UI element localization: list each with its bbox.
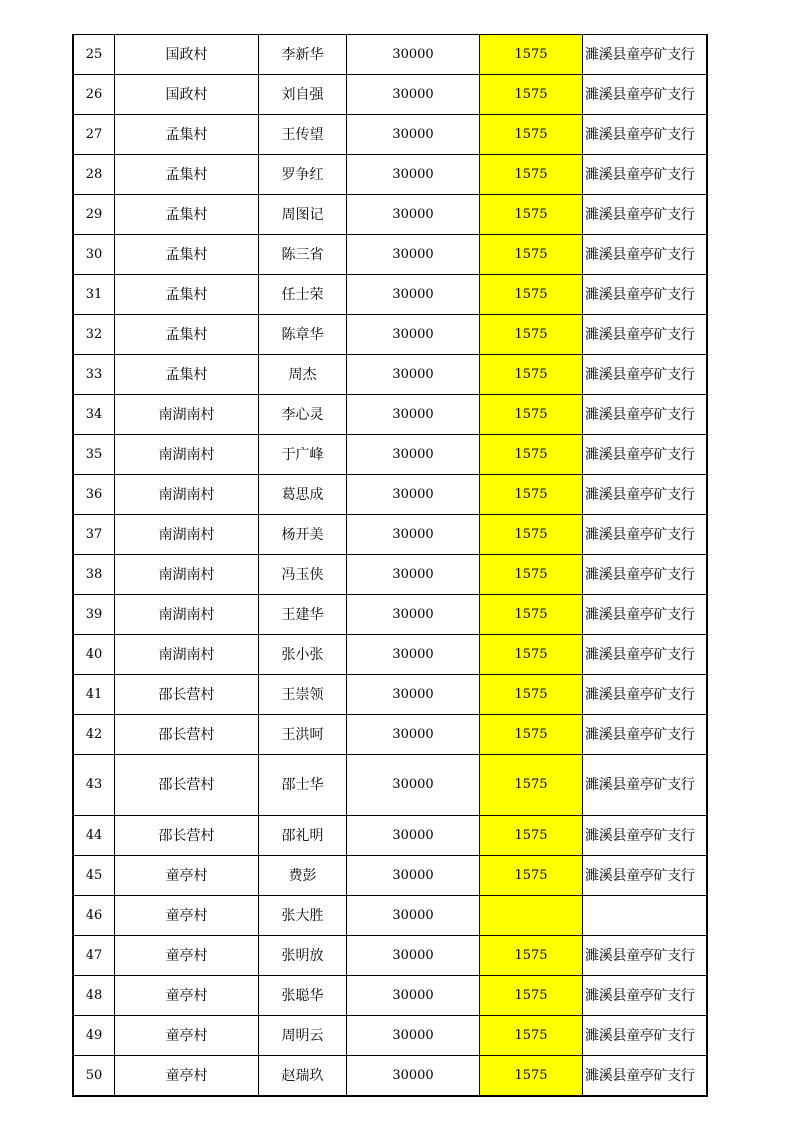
bank-cell: 濉溪县童亭矿支行 — [583, 976, 708, 1016]
village-cell: 童亭村 — [115, 856, 259, 896]
amount-cell: 30000 — [347, 675, 480, 715]
amount-cell: 30000 — [347, 856, 480, 896]
village-cell: 童亭村 — [115, 976, 259, 1016]
interest-cell: 1575 — [480, 435, 583, 475]
amount-cell: 30000 — [347, 1056, 480, 1097]
amount-cell: 30000 — [347, 435, 480, 475]
village-cell: 南湖南村 — [115, 635, 259, 675]
amount-cell: 30000 — [347, 395, 480, 435]
village-cell: 童亭村 — [115, 1016, 259, 1056]
row-number: 30 — [73, 235, 115, 275]
bank-cell: 濉溪县童亭矿支行 — [583, 435, 708, 475]
bank-cell: 濉溪县童亭矿支行 — [583, 1056, 708, 1097]
interest-cell: 1575 — [480, 555, 583, 595]
interest-cell: 1575 — [480, 75, 583, 115]
village-cell: 邵长营村 — [115, 816, 259, 856]
bank-cell: 濉溪县童亭矿支行 — [583, 195, 708, 235]
bank-cell: 濉溪县童亭矿支行 — [583, 275, 708, 315]
row-number: 34 — [73, 395, 115, 435]
interest-cell: 1575 — [480, 715, 583, 755]
interest-cell: 1575 — [480, 475, 583, 515]
village-cell: 南湖南村 — [115, 555, 259, 595]
table-row — [73, 315, 707, 355]
name-cell: 张小张 — [259, 635, 347, 675]
interest-cell: 1575 — [480, 395, 583, 435]
row-number: 26 — [73, 75, 115, 115]
name-cell: 陈章华 — [259, 315, 347, 355]
loan-table — [72, 34, 708, 1097]
village-cell: 孟集村 — [115, 275, 259, 315]
table-row — [73, 355, 707, 395]
table-row — [73, 395, 707, 435]
amount-cell: 30000 — [347, 475, 480, 515]
name-cell: 李心灵 — [259, 395, 347, 435]
interest-cell: 1575 — [480, 515, 583, 555]
row-number: 49 — [73, 1016, 115, 1056]
table-row — [73, 715, 707, 755]
table-row — [73, 195, 707, 235]
bank-cell — [583, 896, 708, 936]
interest-cell: 1575 — [480, 235, 583, 275]
name-cell: 冯玉侠 — [259, 555, 347, 595]
bank-cell: 濉溪县童亭矿支行 — [583, 355, 708, 395]
row-number: 38 — [73, 555, 115, 595]
amount-cell: 30000 — [347, 115, 480, 155]
bank-cell: 濉溪县童亭矿支行 — [583, 936, 708, 976]
bank-cell: 濉溪县童亭矿支行 — [583, 315, 708, 355]
amount-cell: 30000 — [347, 896, 480, 936]
name-cell: 任士荣 — [259, 275, 347, 315]
table-row — [73, 896, 707, 936]
bank-cell: 濉溪县童亭矿支行 — [583, 555, 708, 595]
table-row — [73, 155, 707, 195]
name-cell: 王洪呵 — [259, 715, 347, 755]
interest-cell: 1575 — [480, 1056, 583, 1097]
table-row — [73, 75, 707, 115]
row-number: 31 — [73, 275, 115, 315]
amount-cell: 30000 — [347, 515, 480, 555]
village-cell: 孟集村 — [115, 155, 259, 195]
village-cell: 童亭村 — [115, 936, 259, 976]
bank-cell: 濉溪县童亭矿支行 — [583, 115, 708, 155]
amount-cell: 30000 — [347, 315, 480, 355]
bank-cell: 濉溪县童亭矿支行 — [583, 35, 708, 75]
amount-cell: 30000 — [347, 595, 480, 635]
village-cell: 南湖南村 — [115, 395, 259, 435]
village-cell: 邵长营村 — [115, 755, 259, 816]
bank-cell: 濉溪县童亭矿支行 — [583, 1016, 708, 1056]
row-number: 27 — [73, 115, 115, 155]
amount-cell: 30000 — [347, 195, 480, 235]
row-number: 44 — [73, 816, 115, 856]
table-row — [73, 275, 707, 315]
interest-cell: 1575 — [480, 1016, 583, 1056]
table-row — [73, 435, 707, 475]
row-number: 50 — [73, 1056, 115, 1097]
table-row — [73, 1016, 707, 1056]
row-number: 36 — [73, 475, 115, 515]
row-number: 43 — [73, 755, 115, 816]
amount-cell: 30000 — [347, 555, 480, 595]
interest-cell: 1575 — [480, 315, 583, 355]
name-cell: 周明云 — [259, 1016, 347, 1056]
village-cell: 童亭村 — [115, 896, 259, 936]
bank-cell: 濉溪县童亭矿支行 — [583, 155, 708, 195]
interest-cell: 1575 — [480, 155, 583, 195]
bank-cell: 濉溪县童亭矿支行 — [583, 856, 708, 896]
row-number: 42 — [73, 715, 115, 755]
name-cell: 王崇领 — [259, 675, 347, 715]
table-row — [73, 515, 707, 555]
name-cell: 王传望 — [259, 115, 347, 155]
name-cell: 张明放 — [259, 936, 347, 976]
bank-cell: 濉溪县童亭矿支行 — [583, 235, 708, 275]
amount-cell: 30000 — [347, 635, 480, 675]
row-number: 37 — [73, 515, 115, 555]
village-cell: 孟集村 — [115, 235, 259, 275]
village-cell: 孟集村 — [115, 315, 259, 355]
interest-cell: 1575 — [480, 755, 583, 816]
bank-cell: 濉溪县童亭矿支行 — [583, 515, 708, 555]
name-cell: 王建华 — [259, 595, 347, 635]
table-row — [73, 475, 707, 515]
table-row — [73, 115, 707, 155]
amount-cell: 30000 — [347, 35, 480, 75]
table-row — [73, 755, 707, 816]
interest-cell: 1575 — [480, 595, 583, 635]
village-cell: 孟集村 — [115, 115, 259, 155]
amount-cell: 30000 — [347, 755, 480, 816]
table-row — [73, 235, 707, 275]
name-cell: 葛思成 — [259, 475, 347, 515]
amount-cell: 30000 — [347, 75, 480, 115]
village-cell: 孟集村 — [115, 195, 259, 235]
row-number: 35 — [73, 435, 115, 475]
interest-cell: 1575 — [480, 35, 583, 75]
interest-cell: 1575 — [480, 976, 583, 1016]
village-cell: 国政村 — [115, 75, 259, 115]
bank-cell: 濉溪县童亭矿支行 — [583, 816, 708, 856]
name-cell: 陈三省 — [259, 235, 347, 275]
amount-cell: 30000 — [347, 1016, 480, 1056]
village-cell: 童亭村 — [115, 1056, 259, 1097]
table-row — [73, 675, 707, 715]
bank-cell: 濉溪县童亭矿支行 — [583, 475, 708, 515]
village-cell: 南湖南村 — [115, 515, 259, 555]
row-number: 25 — [73, 35, 115, 75]
bank-cell: 濉溪县童亭矿支行 — [583, 675, 708, 715]
row-number: 41 — [73, 675, 115, 715]
name-cell: 周图记 — [259, 195, 347, 235]
row-number: 39 — [73, 595, 115, 635]
village-cell: 国政村 — [115, 35, 259, 75]
row-number: 29 — [73, 195, 115, 235]
bank-cell: 濉溪县童亭矿支行 — [583, 595, 708, 635]
village-cell: 南湖南村 — [115, 595, 259, 635]
amount-cell: 30000 — [347, 155, 480, 195]
table-row — [73, 635, 707, 675]
table-row — [73, 595, 707, 635]
name-cell: 于广峰 — [259, 435, 347, 475]
table-row — [73, 1056, 707, 1097]
name-cell: 李新华 — [259, 35, 347, 75]
row-number: 47 — [73, 936, 115, 976]
amount-cell: 30000 — [347, 235, 480, 275]
interest-cell: 1575 — [480, 355, 583, 395]
row-number: 45 — [73, 856, 115, 896]
interest-cell: 1575 — [480, 195, 583, 235]
interest-cell: 1575 — [480, 275, 583, 315]
amount-cell: 30000 — [347, 936, 480, 976]
name-cell: 邵礼明 — [259, 816, 347, 856]
amount-cell: 30000 — [347, 976, 480, 1016]
table-row — [73, 816, 707, 856]
bank-cell: 濉溪县童亭矿支行 — [583, 755, 708, 816]
interest-cell: 1575 — [480, 675, 583, 715]
name-cell: 张大胜 — [259, 896, 347, 936]
table-row — [73, 555, 707, 595]
village-cell: 南湖南村 — [115, 435, 259, 475]
name-cell: 张聪华 — [259, 976, 347, 1016]
row-number: 40 — [73, 635, 115, 675]
amount-cell: 30000 — [347, 715, 480, 755]
bank-cell: 濉溪县童亭矿支行 — [583, 635, 708, 675]
interest-cell: 1575 — [480, 635, 583, 675]
name-cell: 周杰 — [259, 355, 347, 395]
name-cell: 刘自强 — [259, 75, 347, 115]
village-cell: 孟集村 — [115, 355, 259, 395]
row-number: 28 — [73, 155, 115, 195]
amount-cell: 30000 — [347, 275, 480, 315]
bank-cell: 濉溪县童亭矿支行 — [583, 75, 708, 115]
table-row — [73, 976, 707, 1016]
amount-cell: 30000 — [347, 816, 480, 856]
table-body — [73, 35, 707, 1097]
table-row — [73, 936, 707, 976]
name-cell: 费彭 — [259, 856, 347, 896]
interest-cell: 1575 — [480, 856, 583, 896]
name-cell: 杨开美 — [259, 515, 347, 555]
village-cell: 邵长营村 — [115, 715, 259, 755]
name-cell: 罗争红 — [259, 155, 347, 195]
bank-cell: 濉溪县童亭矿支行 — [583, 395, 708, 435]
name-cell: 赵瑞玖 — [259, 1056, 347, 1097]
bank-cell: 濉溪县童亭矿支行 — [583, 715, 708, 755]
table-row — [73, 35, 707, 75]
village-cell: 南湖南村 — [115, 475, 259, 515]
name-cell: 邵士华 — [259, 755, 347, 816]
interest-cell: 1575 — [480, 816, 583, 856]
interest-cell: 1575 — [480, 115, 583, 155]
row-number: 32 — [73, 315, 115, 355]
row-number: 48 — [73, 976, 115, 1016]
interest-cell — [480, 896, 583, 936]
row-number: 46 — [73, 896, 115, 936]
row-number: 33 — [73, 355, 115, 395]
amount-cell: 30000 — [347, 355, 480, 395]
table-row — [73, 856, 707, 896]
village-cell: 邵长营村 — [115, 675, 259, 715]
interest-cell: 1575 — [480, 936, 583, 976]
